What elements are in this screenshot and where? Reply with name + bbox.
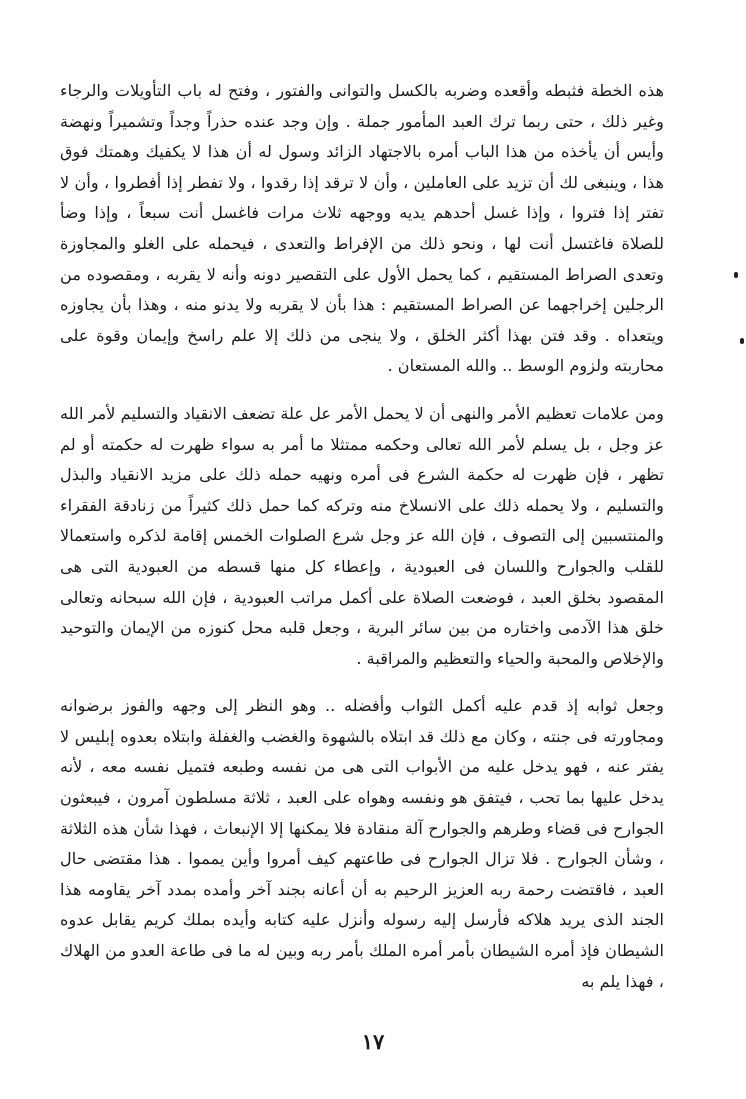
paragraph-text: ومن علامات تعظيم الأمر والنهى أن لا يحمل الأمر عل علة تضعف الانقياد والتسليم لأمر الله عز وجل ، بل يسلم لأمر الله تعالى وحكمه ممتثلا ما أمر به سواء ظهرت له حكمته أو لم تظهر ، فإن ظهرت له حكمة الشرع فى أمره ونهيه حمله ذلك على مزيد الانقياد والبذل والتسليم ، ولا يحمله ذلك على الانسلاخ منه وتركه كما حمل ذلك كثيراً من زنادقة الفقراء والمنتسبين إلى التصوف ، فإن الله عز وجل شرع الصلوات الخمس إقامة لذكره واستعمالا للقلب والجوارح واللسان فى العبودية ، وإعطاء كل منها قسطه من العبودية التى هى المقصود بخلق العبد ، فوضعت الصلاة على أكمل مراتب العبودية ، فإن الله سبحانه وتعالى خلق هذا الآدمى واختاره من بين سائر البرية ، وجعل قلبه محل كنوزه من الإيمان والتوحيد والإخلاص والمحبة والحياء والتعظيم والمراقبة . <box>60 403 664 668</box>
paragraph-2 <box>60 399 664 674</box>
paragraph-1 <box>60 76 664 382</box>
paragraph-3 <box>60 691 664 997</box>
paragraph-text: هذه الخطة فثبطه وأقعده وضربه بالكسل والتوانى والفتور ، وفتح له باب التأويلات والرجاء وغير ذلك ، حتى ربما ترك العبد المأمور جملة . وإن وجد عنده حذراً وجداً وتشميراً ونهضة وأيس أن يأخذه من هذا الباب أمره بالاجتهاد الزائد وسول له أن هذا لا يكفيك وهمتك فوق هذا ، وينبغى لك أن تزيد على العاملين ، وأن لا ترقد إذا رقدوا ، ولا تفطر إذا أفطروا ، وأن لا تفتر إذا فتروا ، وإذا غسل أحدهم يديه ووجهه ثلاث مرات فاغسل أنت سبعاً ، وإذا وضأ للصلاة فاغتسل أنت لها ، ونحو ذلك من الإفراط والتعدى ، فيحمله على الغلو والمجاوزة وتعدى الصراط المستقيم ، كما يحمل الأول على التقصير دونه وأنه لا يقربه ، ومقصوده من الرجلين إخراجهما عن الصراط المستقيم : هذا بأن لا يقربه ولا يدنو منه ، وهذا بأن يجاوزه ويتعداه . وقد فتن بهذا أكثر الخلق ، ولا ينجى من ذلك إلا علم راسخ وإيمان وقوة على محاربته ولزوم الوسط .. والله المستعان . <box>60 81 664 376</box>
margin-mark <box>734 272 738 278</box>
margin-mark <box>740 338 744 344</box>
page-number: ١٧ <box>361 1029 385 1054</box>
paragraph-text: وجعل ثوابه إذ قدم عليه أكمل الثواب وأفضله .. وهو النظر إلى وجهه والفوز برضوانه ومجاورته فى جنته ، وكان مع ذلك قد ابتلاه بالشهوة والغضب والغفلة وابتلاه بعدوه إبليس لا يفتر عنه ، فهو يدخل عليه من الأبواب التى هى من نفسه وطبعه فتميل نفسه معه ، لأنه يدخل عليها بما تحب ، فيتفق هو ونفسه وهواه على العبد ، ثلاثة مسلطون آمرون ، فيبعثون الجوارح فى قضاء وطرهم والجوارح آلة منقادة فلا يمكنها إلا الإنبعاث ، فهذا شأن هذه الثلاثة ، وشأن الجوارح . فلا تزال الجوارح فى طاعتهم كيف أمروا وأين يمموا . هذا مقتضى حال العبد ، فاقتضت رحمة ربه العزيز الرحيم به أن أعانه بجند آخر وأمده بمدد آخر يقاومه هذا الجند الذى يريد هلاكه فأرسل إليه رسوله وأنزل عليه كتابه وأيده بملك كريم يقابل عدوه الشيطان فإذ أمره الشيطان بأمر أمره الملك بأمر ربه وبين له ما فى طاعة العدو من الهلاك ، فهذا يلم به <box>60 696 664 991</box>
